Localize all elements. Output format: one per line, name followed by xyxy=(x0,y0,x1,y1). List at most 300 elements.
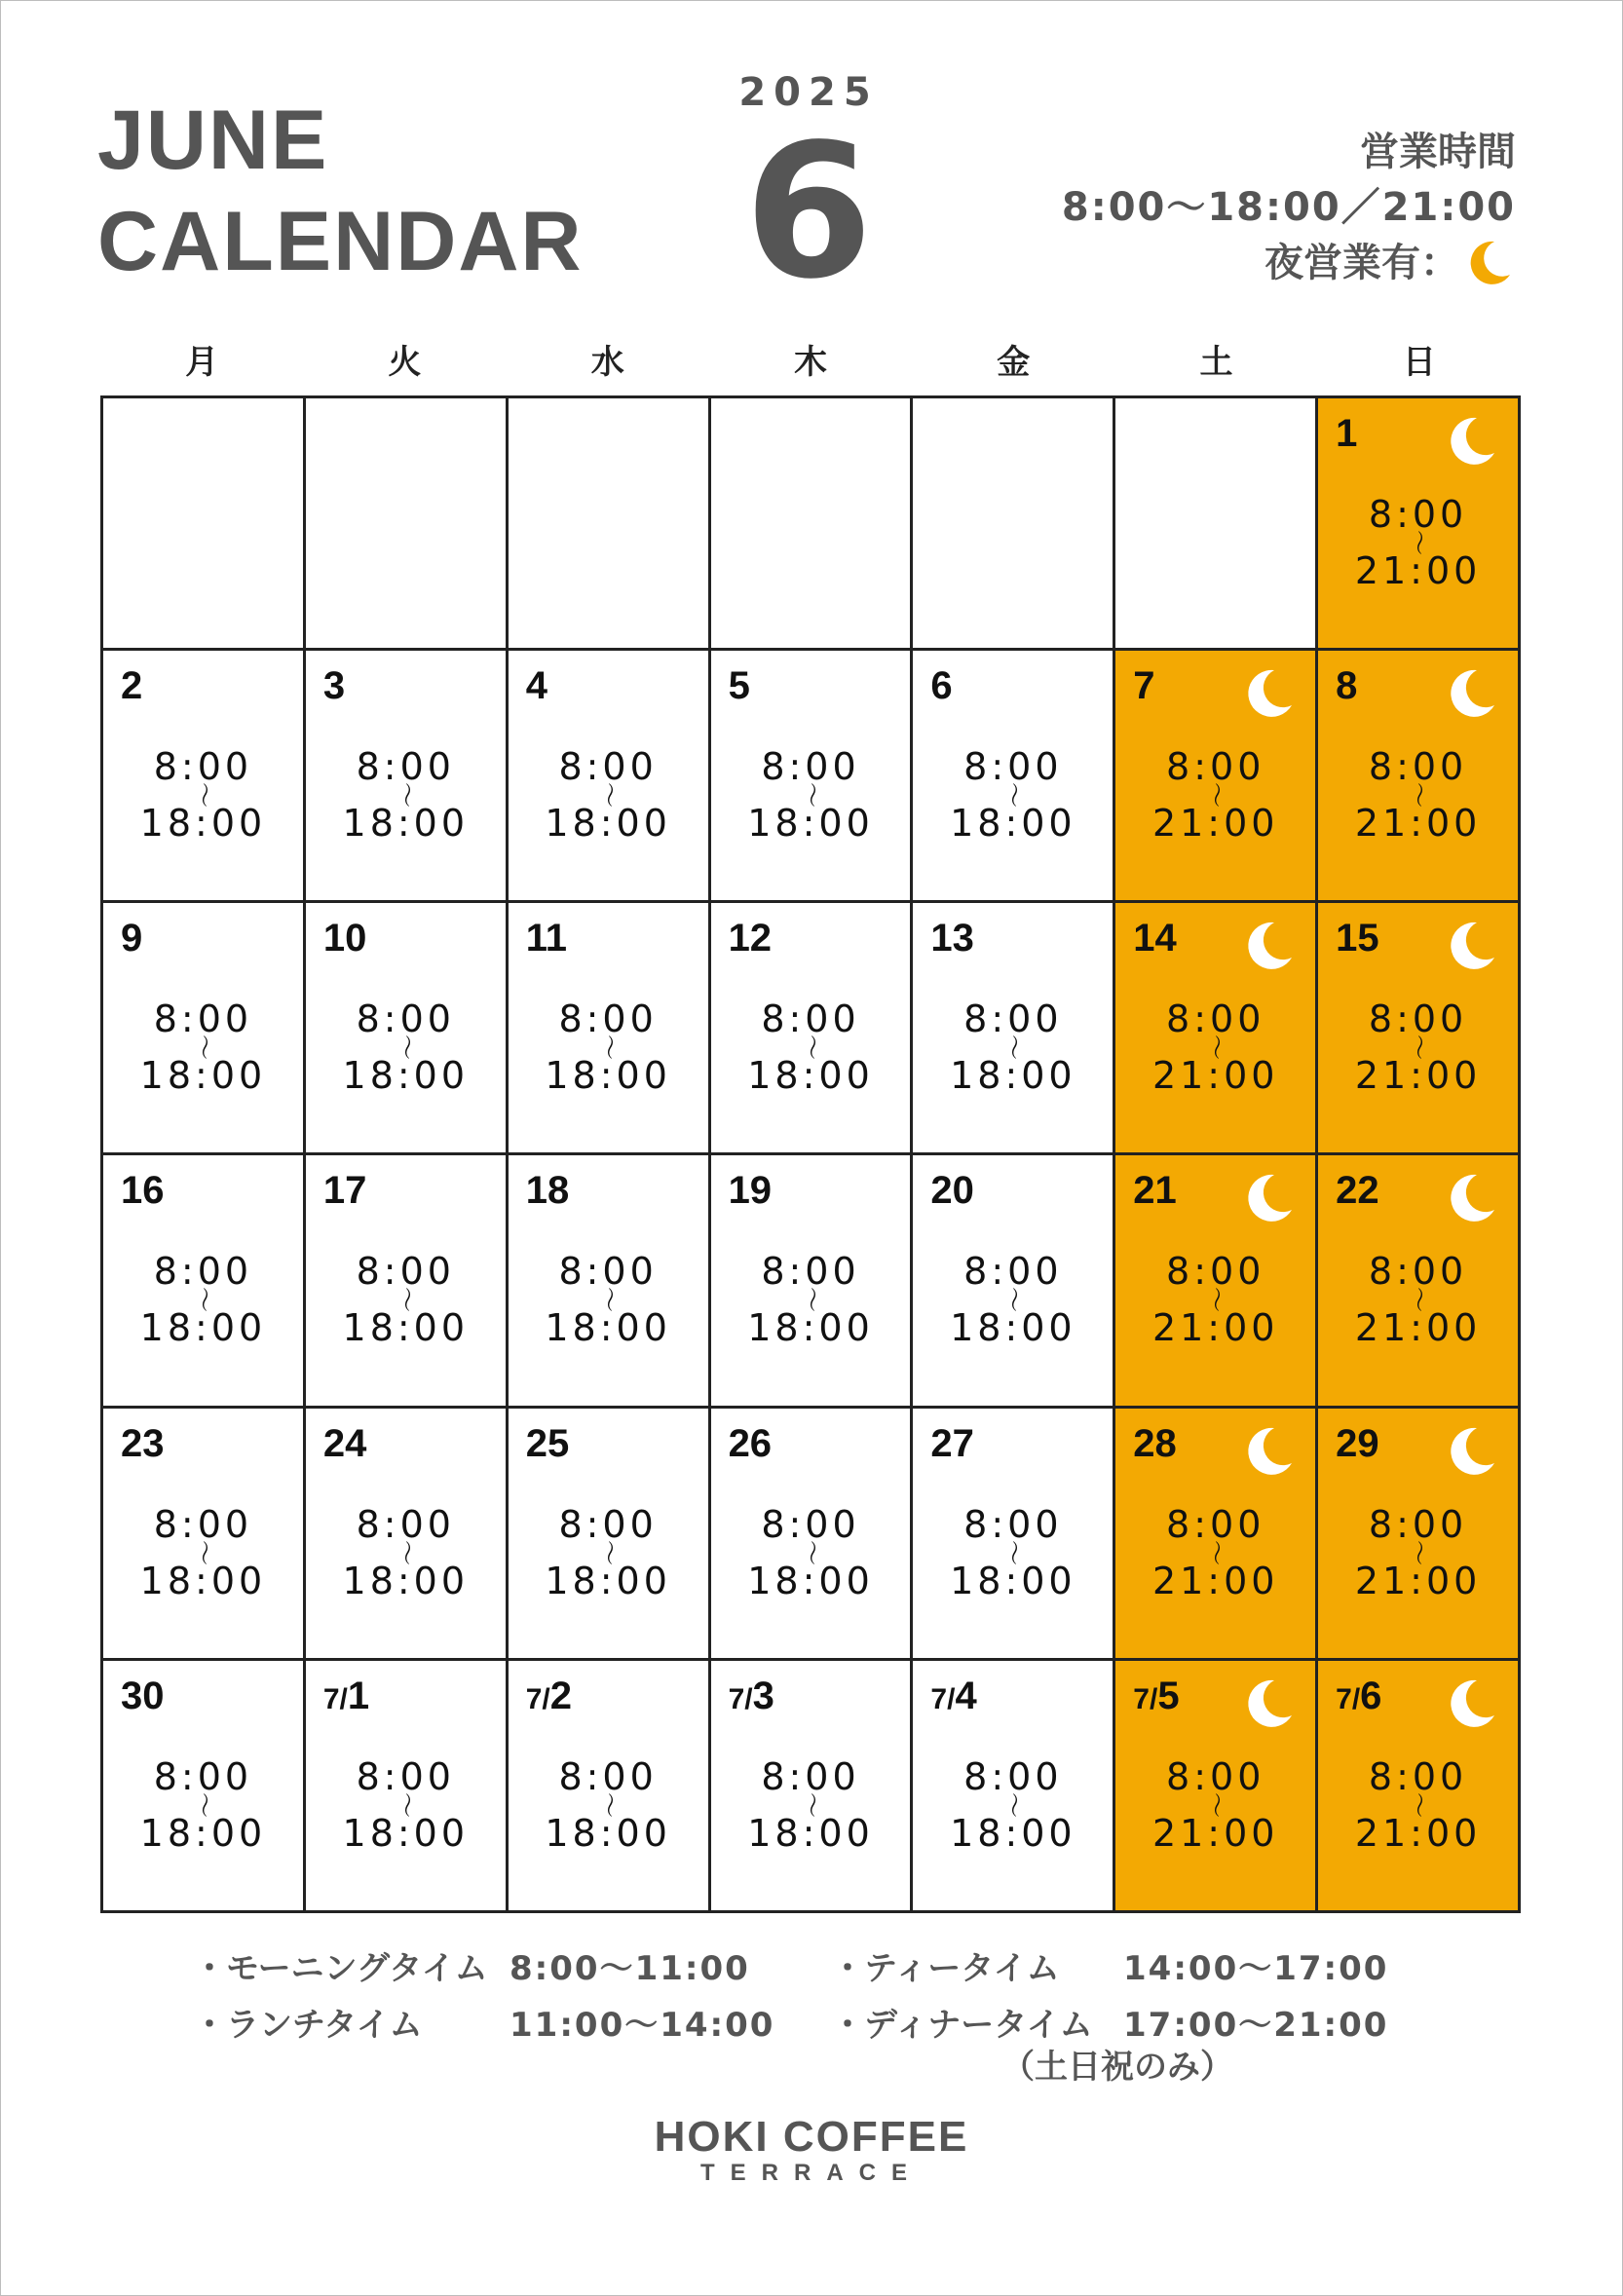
close-time: 18:00 xyxy=(342,1559,470,1602)
day-number-value: 2 xyxy=(549,1674,572,1717)
day-number xyxy=(1336,664,1357,708)
day-number xyxy=(323,1675,369,1718)
open-time: 8:00 xyxy=(356,1502,455,1546)
day-cell xyxy=(306,903,509,1155)
day-number-value: 20 xyxy=(930,1169,974,1213)
opening-hours xyxy=(1318,1250,1518,1350)
range-tilde: 〜 xyxy=(998,1035,1028,1061)
range-tilde: 〜 xyxy=(1200,1035,1230,1061)
day-number-value: 6 xyxy=(1360,1674,1382,1717)
day-number-value: 1 xyxy=(347,1674,370,1717)
day-cell xyxy=(711,651,914,903)
crescent-moon-icon xyxy=(1442,1169,1500,1231)
close-time: 18:00 xyxy=(342,802,470,846)
opening-hours xyxy=(1318,997,1518,1098)
month-prefix: 7/ xyxy=(322,1682,348,1715)
meal-name: ・ディナータイム xyxy=(831,2005,1093,2045)
range-tilde: 〜 xyxy=(795,782,825,809)
day-number-value: 4 xyxy=(525,664,547,708)
open-time: 8:00 xyxy=(1166,1250,1265,1294)
day-number-value: 22 xyxy=(1336,1169,1379,1213)
day-number-value: 28 xyxy=(1133,1421,1177,1465)
day-number-value: 26 xyxy=(728,1421,773,1465)
opening-hours xyxy=(1318,493,1518,592)
day-cell xyxy=(1318,1409,1521,1661)
opening-hours xyxy=(509,1502,708,1602)
opening-hours xyxy=(103,997,303,1098)
opening-hours xyxy=(306,1754,506,1855)
range-tilde: 〜 xyxy=(188,1035,218,1061)
month-prefix: 7/ xyxy=(1133,1682,1158,1715)
day-number-value: 5 xyxy=(728,664,750,708)
day-number xyxy=(323,1422,367,1466)
open-time: 8:00 xyxy=(1166,997,1265,1041)
brand-name: HOKI COFFEE xyxy=(654,2113,969,2161)
close-time: 18:00 xyxy=(545,1054,671,1098)
day-number xyxy=(323,1169,367,1213)
opening-hours xyxy=(1115,1502,1315,1602)
day-number-value: 8 xyxy=(1336,664,1358,708)
meal-row xyxy=(193,1993,1459,2050)
day-cell xyxy=(306,1661,509,1913)
day-number-value: 15 xyxy=(1336,917,1379,960)
hours-label: 営業時間 xyxy=(1360,130,1516,174)
calendar-grid xyxy=(100,395,1521,1913)
close-time: 18:00 xyxy=(139,802,267,846)
open-time: 8:00 xyxy=(963,1250,1063,1294)
day-number-value: 17 xyxy=(322,1169,367,1213)
meal-times xyxy=(193,1937,1459,2050)
opening-hours xyxy=(711,1502,911,1602)
year-label: 2025 xyxy=(738,70,879,115)
day-number xyxy=(1336,917,1379,960)
opening-hours xyxy=(1318,1754,1518,1855)
empty-day-cell xyxy=(1115,398,1318,651)
day-cell xyxy=(1318,903,1521,1155)
opening-hours xyxy=(1115,1250,1315,1350)
empty-day-cell xyxy=(306,398,509,651)
day-number xyxy=(1133,664,1154,708)
day-cell xyxy=(1115,1409,1318,1661)
opening-hours xyxy=(306,1250,506,1350)
day-cell xyxy=(509,903,711,1155)
opening-hours xyxy=(913,1754,1113,1855)
month-prefix: 7/ xyxy=(1336,1682,1361,1715)
opening-hours xyxy=(509,997,708,1098)
crescent-moon-icon xyxy=(1239,1675,1298,1737)
range-tilde: 〜 xyxy=(593,1287,623,1313)
open-time: 8:00 xyxy=(1166,745,1265,789)
crescent-moon-icon xyxy=(1442,1422,1500,1485)
day-number xyxy=(121,664,142,708)
opening-hours xyxy=(509,1754,708,1855)
range-tilde: 〜 xyxy=(593,1035,623,1061)
day-number xyxy=(323,664,345,708)
close-time: 18:00 xyxy=(747,1811,874,1855)
day-cell xyxy=(1318,1661,1521,1913)
close-time: 21:00 xyxy=(1354,1054,1482,1098)
open-time: 8:00 xyxy=(1368,997,1468,1041)
open-time: 8:00 xyxy=(153,1250,253,1294)
weekday-thu: 木 xyxy=(793,343,827,382)
range-tilde: 〜 xyxy=(391,1035,421,1061)
range-tilde: 〜 xyxy=(1403,1035,1433,1061)
range-tilde: 〜 xyxy=(188,1287,218,1313)
range-tilde: 〜 xyxy=(188,1539,218,1565)
meal-name: ・モーニングタイム xyxy=(193,1948,488,1988)
day-number-value: 9 xyxy=(121,917,143,960)
day-number-value: 5 xyxy=(1157,1674,1180,1717)
open-time: 8:00 xyxy=(761,1250,860,1294)
open-time: 8:00 xyxy=(1368,493,1468,536)
range-tilde: 〜 xyxy=(795,1539,825,1565)
empty-day-cell xyxy=(509,398,711,651)
empty-day-cell xyxy=(103,398,306,651)
crescent-moon-icon xyxy=(1239,664,1298,727)
day-number xyxy=(526,1422,570,1466)
open-time: 8:00 xyxy=(761,1502,860,1546)
day-number-value: 10 xyxy=(322,917,367,960)
close-time: 18:00 xyxy=(545,1306,671,1350)
day-number xyxy=(1133,1675,1179,1718)
close-time: 21:00 xyxy=(1151,1559,1279,1602)
meal-time: 11:00〜14:00 xyxy=(510,2005,775,2045)
opening-hours xyxy=(913,1502,1113,1602)
day-number-value: 14 xyxy=(1133,917,1177,960)
day-number xyxy=(930,1422,974,1466)
meal-row xyxy=(193,1937,1459,1993)
day-number xyxy=(1133,917,1177,960)
night-label: 夜営業有： xyxy=(1264,241,1459,285)
day-number-value: 13 xyxy=(930,917,974,960)
open-time: 8:00 xyxy=(1166,1502,1265,1546)
day-number-value: 4 xyxy=(955,1674,977,1717)
day-cell xyxy=(103,1409,306,1661)
open-time: 8:00 xyxy=(1368,1754,1468,1798)
day-cell xyxy=(711,903,914,1155)
close-time: 18:00 xyxy=(747,802,874,846)
calendar-title xyxy=(97,90,643,292)
day-number-value: 21 xyxy=(1133,1169,1177,1213)
range-tilde: 〜 xyxy=(998,1287,1028,1313)
close-time: 18:00 xyxy=(545,1811,671,1855)
range-tilde: 〜 xyxy=(1403,1791,1433,1818)
opening-hours xyxy=(913,745,1113,846)
opening-hours xyxy=(1318,745,1518,846)
day-cell xyxy=(1115,651,1318,903)
day-cell xyxy=(306,1409,509,1661)
close-time: 18:00 xyxy=(747,1054,874,1098)
day-number xyxy=(930,1169,974,1213)
day-number xyxy=(121,1422,165,1466)
open-time: 8:00 xyxy=(558,1250,658,1294)
range-tilde: 〜 xyxy=(1403,1539,1433,1565)
day-number xyxy=(526,917,567,960)
weekday-sun: 日 xyxy=(1402,343,1436,382)
opening-hours xyxy=(1115,745,1315,846)
opening-hours xyxy=(509,1250,708,1350)
day-cell xyxy=(711,1409,914,1661)
day-number xyxy=(323,917,367,960)
range-tilde: 〜 xyxy=(1200,782,1230,809)
day-number-value: 25 xyxy=(525,1421,570,1465)
meal-time: 8:00〜11:00 xyxy=(510,1948,750,1988)
day-cell xyxy=(509,1661,711,1913)
day-number-value: 11 xyxy=(525,917,567,960)
opening-hours xyxy=(103,1502,303,1602)
day-cell xyxy=(103,903,306,1155)
close-time: 18:00 xyxy=(139,1054,267,1098)
close-time: 21:00 xyxy=(1354,1811,1482,1855)
crescent-moon-icon xyxy=(1461,236,1516,290)
crescent-moon-icon xyxy=(1239,917,1298,979)
empty-day-cell xyxy=(711,398,914,651)
day-number xyxy=(729,1422,773,1466)
close-time: 21:00 xyxy=(1151,802,1279,846)
range-tilde: 〜 xyxy=(593,1791,623,1818)
day-number-value: 18 xyxy=(525,1169,570,1213)
day-number-value: 24 xyxy=(322,1421,367,1465)
day-number xyxy=(121,1169,165,1213)
close-time: 18:00 xyxy=(950,1054,1076,1098)
close-time: 18:00 xyxy=(342,1306,470,1350)
day-cell xyxy=(913,1155,1115,1408)
close-time: 18:00 xyxy=(950,802,1076,846)
day-number xyxy=(1336,1169,1379,1213)
day-number-value: 7 xyxy=(1133,664,1155,708)
day-number xyxy=(526,1169,570,1213)
day-number-value: 29 xyxy=(1336,1421,1379,1465)
day-cell xyxy=(509,1409,711,1661)
open-time: 8:00 xyxy=(1166,1754,1265,1798)
range-tilde: 〜 xyxy=(188,1791,218,1818)
range-tilde: 〜 xyxy=(1200,1539,1230,1565)
crescent-moon-icon xyxy=(1239,1169,1298,1231)
day-number xyxy=(1336,1422,1379,1466)
opening-hours xyxy=(1115,997,1315,1098)
close-time: 18:00 xyxy=(545,802,671,846)
open-time: 8:00 xyxy=(558,1502,658,1546)
empty-day-cell xyxy=(913,398,1115,651)
opening-hours xyxy=(103,1754,303,1855)
range-tilde: 〜 xyxy=(391,1791,421,1818)
open-time: 8:00 xyxy=(356,1250,455,1294)
close-time: 21:00 xyxy=(1354,549,1482,592)
day-number xyxy=(729,664,750,708)
weekday-wed: 水 xyxy=(590,343,624,382)
crescent-moon-icon xyxy=(1442,1675,1500,1737)
day-number-value: 1 xyxy=(1336,412,1358,455)
month-prefix: 7/ xyxy=(728,1682,753,1715)
close-time: 18:00 xyxy=(342,1054,470,1098)
range-tilde: 〜 xyxy=(998,1539,1028,1565)
close-time: 18:00 xyxy=(545,1559,671,1602)
day-cell xyxy=(1115,903,1318,1155)
open-time: 8:00 xyxy=(558,745,658,789)
close-time: 21:00 xyxy=(1151,1054,1279,1098)
open-time: 8:00 xyxy=(153,1754,253,1798)
meal-time: 17:00〜21:00 xyxy=(1123,2005,1389,2045)
open-time: 8:00 xyxy=(1368,745,1468,789)
range-tilde: 〜 xyxy=(795,1035,825,1061)
open-time: 8:00 xyxy=(153,1502,253,1546)
opening-hours xyxy=(711,997,911,1098)
opening-hours xyxy=(103,745,303,846)
open-time: 8:00 xyxy=(356,1754,455,1798)
crescent-moon-icon xyxy=(1442,664,1500,727)
meal-name: ・ランチタイム xyxy=(193,2005,423,2045)
weekday-tue: 火 xyxy=(388,343,422,382)
opening-hours xyxy=(509,745,708,846)
range-tilde: 〜 xyxy=(391,1539,421,1565)
brand-subname: TERRACE xyxy=(699,2160,923,2186)
crescent-moon-icon xyxy=(1239,1422,1298,1485)
month-number: 6 xyxy=(743,104,874,320)
day-number xyxy=(121,1675,165,1718)
range-tilde: 〜 xyxy=(1403,529,1433,556)
open-time: 8:00 xyxy=(153,745,253,789)
weekday-header xyxy=(100,335,1521,383)
day-cell xyxy=(711,1661,914,1913)
day-cell xyxy=(913,903,1115,1155)
day-number xyxy=(930,664,952,708)
day-cell xyxy=(913,1409,1115,1661)
day-cell xyxy=(913,1661,1115,1913)
opening-hours xyxy=(913,1250,1113,1350)
opening-hours xyxy=(711,1250,911,1350)
open-time: 8:00 xyxy=(1368,1250,1468,1294)
day-number-value: 2 xyxy=(121,664,143,708)
day-cell xyxy=(509,1155,711,1408)
title-calendar: CALENDAR xyxy=(97,195,584,288)
range-tilde: 〜 xyxy=(391,782,421,809)
close-time: 21:00 xyxy=(1354,1559,1482,1602)
day-number xyxy=(1133,1169,1177,1213)
brand-logo xyxy=(0,2114,1623,2186)
day-cell xyxy=(103,651,306,903)
close-time: 18:00 xyxy=(950,1811,1076,1855)
close-time: 21:00 xyxy=(1354,1306,1482,1350)
open-time: 8:00 xyxy=(761,997,860,1041)
open-time: 8:00 xyxy=(963,1754,1063,1798)
day-number xyxy=(1133,1422,1177,1466)
weekday-mon: 月 xyxy=(185,343,219,382)
day-number xyxy=(729,1675,774,1718)
day-cell xyxy=(711,1155,914,1408)
open-time: 8:00 xyxy=(761,745,860,789)
range-tilde: 〜 xyxy=(593,1539,623,1565)
day-number-value: 27 xyxy=(930,1421,974,1465)
crescent-moon-icon xyxy=(1442,917,1500,979)
night-legend xyxy=(1062,236,1516,290)
day-number-value: 23 xyxy=(121,1421,165,1465)
day-cell xyxy=(103,1155,306,1408)
open-time: 8:00 xyxy=(356,745,455,789)
day-number-value: 16 xyxy=(121,1169,165,1213)
close-time: 21:00 xyxy=(1354,802,1482,846)
close-time: 18:00 xyxy=(950,1306,1076,1350)
day-cell xyxy=(1318,1155,1521,1408)
day-number xyxy=(526,664,547,708)
close-time: 21:00 xyxy=(1151,1811,1279,1855)
dinner-note: （土日祝のみ） xyxy=(1001,2048,1233,2087)
weekday-sat: 土 xyxy=(1199,343,1233,382)
range-tilde: 〜 xyxy=(795,1791,825,1818)
range-tilde: 〜 xyxy=(593,782,623,809)
day-number-value: 30 xyxy=(121,1674,165,1717)
open-time: 8:00 xyxy=(963,1502,1063,1546)
range-tilde: 〜 xyxy=(1403,782,1433,809)
range-tilde: 〜 xyxy=(1200,1791,1230,1818)
opening-hours xyxy=(306,997,506,1098)
day-number xyxy=(729,917,773,960)
month-prefix: 7/ xyxy=(525,1682,550,1715)
open-time: 8:00 xyxy=(1368,1502,1468,1546)
range-tilde: 〜 xyxy=(188,782,218,809)
day-cell xyxy=(913,651,1115,903)
day-cell xyxy=(1115,1155,1318,1408)
day-number xyxy=(729,1169,773,1213)
opening-hours xyxy=(306,1502,506,1602)
day-cell xyxy=(306,1155,509,1408)
open-time: 8:00 xyxy=(963,745,1063,789)
month-prefix: 7/ xyxy=(930,1682,956,1715)
meal-name: ・ティータイム xyxy=(831,1948,1060,1988)
day-cell xyxy=(103,1661,306,1913)
title-month: JUNE xyxy=(97,94,329,187)
day-cell xyxy=(306,651,509,903)
day-cell xyxy=(1318,398,1521,651)
close-time: 18:00 xyxy=(950,1559,1076,1602)
day-cell xyxy=(509,651,711,903)
range-tilde: 〜 xyxy=(1200,1287,1230,1313)
opening-hours xyxy=(711,1754,911,1855)
day-number-value: 19 xyxy=(728,1169,773,1213)
open-time: 8:00 xyxy=(963,997,1063,1041)
day-number-value: 3 xyxy=(752,1674,774,1717)
business-hours xyxy=(1062,125,1516,290)
close-time: 21:00 xyxy=(1151,1306,1279,1350)
range-tilde: 〜 xyxy=(998,1791,1028,1818)
day-number-value: 3 xyxy=(322,664,346,708)
opening-hours xyxy=(103,1250,303,1350)
meal-time: 14:00〜17:00 xyxy=(1123,1948,1389,1988)
day-number-value: 6 xyxy=(930,664,953,708)
range-tilde: 〜 xyxy=(391,1287,421,1313)
day-number xyxy=(121,917,142,960)
weekday-fri: 金 xyxy=(997,343,1031,382)
close-time: 18:00 xyxy=(747,1306,874,1350)
day-number xyxy=(930,1675,976,1718)
day-number xyxy=(930,917,974,960)
opening-hours xyxy=(306,745,506,846)
day-cell xyxy=(1115,1661,1318,1913)
day-number xyxy=(526,1675,572,1718)
open-time: 8:00 xyxy=(153,997,253,1041)
open-time: 8:00 xyxy=(356,997,455,1041)
range-tilde: 〜 xyxy=(795,1287,825,1313)
day-number xyxy=(1336,1675,1381,1718)
day-number-value: 12 xyxy=(728,917,773,960)
opening-hours xyxy=(1115,1754,1315,1855)
day-number xyxy=(1336,412,1357,456)
opening-hours xyxy=(913,997,1113,1098)
open-time: 8:00 xyxy=(558,997,658,1041)
close-time: 18:00 xyxy=(139,1559,267,1602)
range-tilde: 〜 xyxy=(998,782,1028,809)
day-cell xyxy=(1318,651,1521,903)
close-time: 18:00 xyxy=(342,1811,470,1855)
